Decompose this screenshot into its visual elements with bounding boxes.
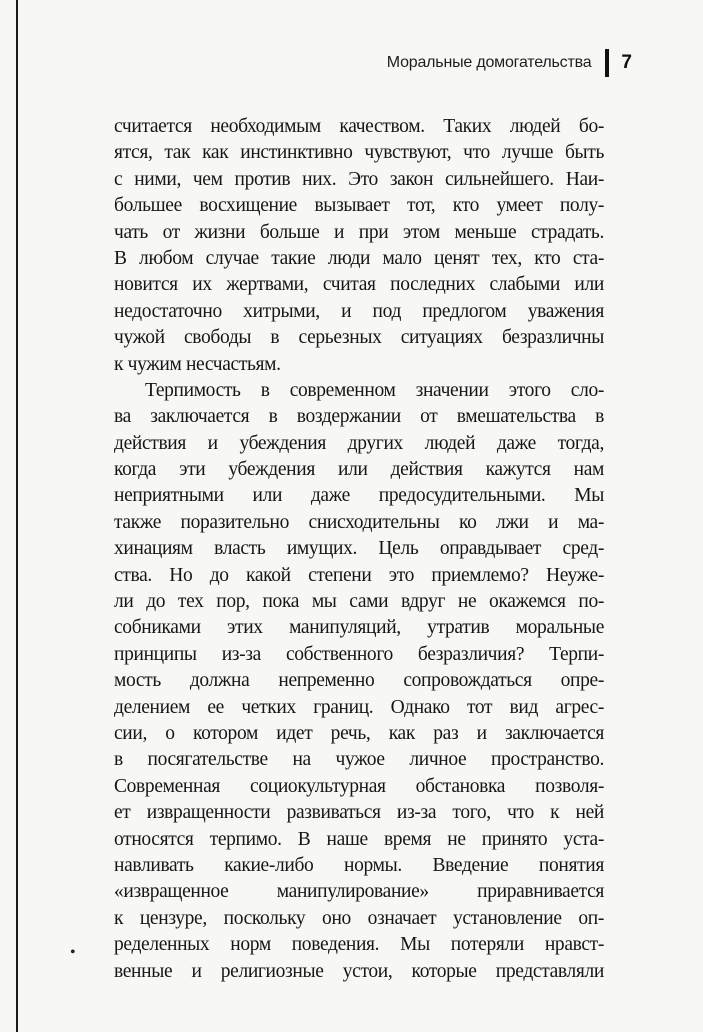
text-line: ределенных норм поведения. Мы потеряли нравст-	[114, 934, 604, 956]
paragraph-end-line: к чужим несчастьям.	[114, 353, 281, 375]
text-line: новится их жертвами, считая последних слабыми или	[114, 274, 604, 296]
running-title: Моральные домогательства	[386, 54, 592, 71]
body-text	[114, 114, 604, 985]
running-head	[0, 48, 632, 78]
text-line: с ними, чем против них. Это закон сильнейшего. Наи-	[114, 168, 604, 190]
scan-edge-line	[16, 0, 18, 1032]
text-line: действия и убеждения других людей даже тогда,	[114, 432, 604, 454]
text-line: венные и религиозные устои, которые представляли	[114, 960, 604, 982]
text-line: ва заключается в воздержании от вмешательства в	[114, 406, 604, 428]
text-line: сии, о котором идет речь, как раз и заключается	[114, 722, 604, 744]
text-line: к цензуре, поскольку оно означает установление оп-	[114, 907, 604, 929]
text-line: хинациям власть имущих. Цель оправдывает сред-	[114, 538, 604, 560]
header-divider-bar	[605, 49, 609, 77]
text-line: навливать какие-либо нормы. Введение понятия	[114, 854, 604, 876]
text-line: также поразительно снисходительны ко лжи и ма-	[114, 511, 604, 533]
text-line: в посягательстве на чужое личное пространство.	[114, 749, 604, 771]
text-line: ятся, так как инстинктивно чувствуют, что лучше быть	[114, 142, 604, 164]
text-line: принципы из-за собственного безразличия? Терпи-	[114, 643, 604, 665]
paragraph-start-line: Терпимость в современном значении этого сло-	[145, 379, 604, 401]
text-line: В любом случае такие люди мало ценят тех, кто ста-	[114, 247, 604, 269]
text-line: мость должна непременно сопровождаться опре-	[114, 670, 604, 692]
text-line: недостаточно хитрыми, и под предлогом уважения	[114, 300, 604, 322]
text-line: большее восхищение вызывает тот, кто умеет полу-	[114, 195, 604, 217]
text-line: «извращенное манипулирование» приравнивается	[114, 881, 604, 903]
text-line: ет извращенности развиваться из-за того, что к ней	[114, 802, 604, 824]
text-line: относятся терпимо. В наше время не принято уста-	[114, 828, 604, 850]
text-line: когда эти убеждения или действия кажутся нам	[114, 459, 604, 481]
scan-speck-mark: •	[70, 944, 76, 961]
text-line: чать от жизни больше и при этом меньше страдать.	[114, 221, 604, 243]
text-line: ли до тех пор, пока мы сами вдруг не окажемся по-	[114, 591, 604, 613]
page-number: 7	[621, 52, 632, 73]
text-line: неприятными или даже предосудительными. Мы	[114, 485, 604, 507]
text-line: Современная социокультурная обстановка позволя-	[114, 775, 604, 797]
text-line: ства. Но до какой степени это приемлемо? Неуже-	[114, 564, 604, 586]
text-line: делением ее четких границ. Однако тот вид агрес-	[114, 696, 604, 718]
text-line: чужой свободы в серьезных ситуациях безразличны	[114, 327, 604, 349]
text-line: считается необходимым качеством. Таких людей бо-	[114, 116, 604, 137]
text-line: собниками этих манипуляций, утратив моральные	[114, 617, 604, 639]
